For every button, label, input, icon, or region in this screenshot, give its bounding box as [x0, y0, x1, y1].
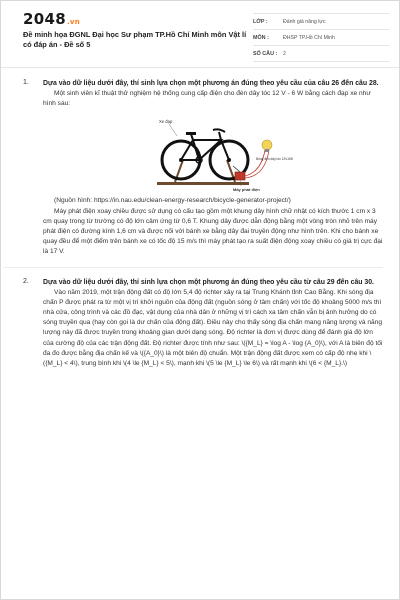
question-heading: Dựa vào dữ liệu dưới đây, thí sinh lựa chọn một phương án đúng theo yêu cầu từ câu 29 đến câu 30.	[43, 278, 374, 286]
meta-label: MÔN :	[253, 34, 269, 41]
question-1	[23, 79, 383, 258]
figure-source: (Nguồn hình: https://in.nau.edu/clean-energy-research/bicycle-generator-project/)	[54, 197, 291, 205]
document-header	[1, 1, 399, 68]
question-number: 2.	[23, 277, 29, 285]
handlebar	[213, 130, 225, 133]
document-content	[23, 79, 383, 378]
meta-label: LỚP :	[253, 18, 268, 25]
bicycle-generator-illustration	[153, 112, 293, 194]
meta-value: 2	[283, 50, 286, 57]
question-2	[23, 278, 383, 370]
question-paragraph: Máy phát điện xoay chiều được sử dụng có cấu tạo gồm một khung dây hình chữ nhật có kích thước 1 cm x 3 cm quay trong từ trường có độ lớn cảm ứng từ 0,6 T. Khung dây được dẫn động bằng một vòng tròn nhỏ trên máy phát điện có đường kính 1,6 cm và được nối với bánh xe bằng dây đai truyền động như hình trên. Khi cho bánh xe quay đều để một điểm trên bánh xe có tốc độ 15 m/s thì máy phát tạo ra suất điện động xoay chiều có giá trị cực đại là 17 V.	[43, 207, 383, 256]
site-logo[interactable]	[23, 10, 80, 31]
meta-label: SỐ CÂU :	[253, 50, 278, 57]
bicycle-generator-figure	[43, 112, 383, 194]
meta-row-subject	[253, 30, 389, 46]
meta-value: Đánh giá năng lực	[283, 18, 326, 25]
bike-fork	[221, 140, 229, 160]
document-meta-table	[253, 13, 389, 62]
document-title: Đề minh họa ĐGNL Đại học Sư phạm TP.Hồ Chí Minh môn Vật lí có đáp án - Đề số 5	[23, 30, 247, 49]
generator	[235, 172, 245, 180]
question-divider	[3, 267, 383, 268]
stand-base	[157, 182, 249, 185]
logo-tld: .vn	[66, 18, 81, 26]
meta-row-count	[253, 46, 389, 62]
label-bike: Xe đạp	[159, 119, 173, 125]
bulb-base	[265, 149, 269, 152]
drive-belt	[233, 166, 240, 172]
meta-row-class	[253, 13, 389, 30]
question-number: 1.	[23, 79, 29, 86]
meta-value: ĐHSP TP.Hồ Chí Minh	[283, 34, 335, 41]
logo-main: 2048	[23, 10, 66, 28]
question-paragraph: Vào năm 2019, một trận động đất có độ lớn 5,4 độ richter xảy ra tại Trung Khánh tỉnh Cao Bằng. Khi sóng địa chấn P được phát ra từ một vị trí khởi nguồn của động đất (nguồn sóng ở tâm chấn) với tốc độ khoảng 5000 m/s thì nhà cửa, công trình và các đồ đạc, vật dụng của nhà dân ở những vị trí cách xa tâm chấn vẫn bị ảnh hưởng do có sóng truyền qua (hay còn gọi là dư chấn của động đất). Điều này cho thấy sóng địa chấn mang năng lượng và năng lượng này đã được truyền trong khoảng gian dưới dạng sóng. Độ richter là đơn vị được dùng để đánh giá độ lớn của cường độ của các trận động đất. Độ richter được tính như sau: \({M_L} = \log A - \log {A_0}\), với A là biên độ tối đa đo được bằng địa chấn kế và \({A_0}\) là một biên độ chuẩn. Một trận động đất được xem có cấp độ nhẹ khi \({M_L} < 4\), trung bình khi \(4 \le {M_L} < 5\), mạnh khi \(5 \le {M_L} \le 6\) và rất mạnh khi \(6 < {M_L}.\)	[43, 288, 383, 368]
question-paragraph: Một sinh viên kĩ thuật thử nghiệm hệ thống cung cấp điện cho đèn dây tóc 12 V - 6 W bằng cách đạp xe như hình sau:	[43, 90, 371, 108]
question-heading: Dựa vào dữ liệu dưới đây, thí sinh lựa chọn một phương án đúng theo yêu cầu của câu 26 đến câu 28.	[43, 80, 379, 87]
handlebar-stem	[219, 132, 221, 140]
label-bulb: Bóng đèn dây tóc 12V-6W	[256, 157, 293, 162]
light-bulb	[262, 140, 272, 150]
label-generator: Máy phát điện	[233, 187, 260, 193]
label-leader	[169, 124, 177, 136]
bike-seat	[186, 132, 196, 135]
